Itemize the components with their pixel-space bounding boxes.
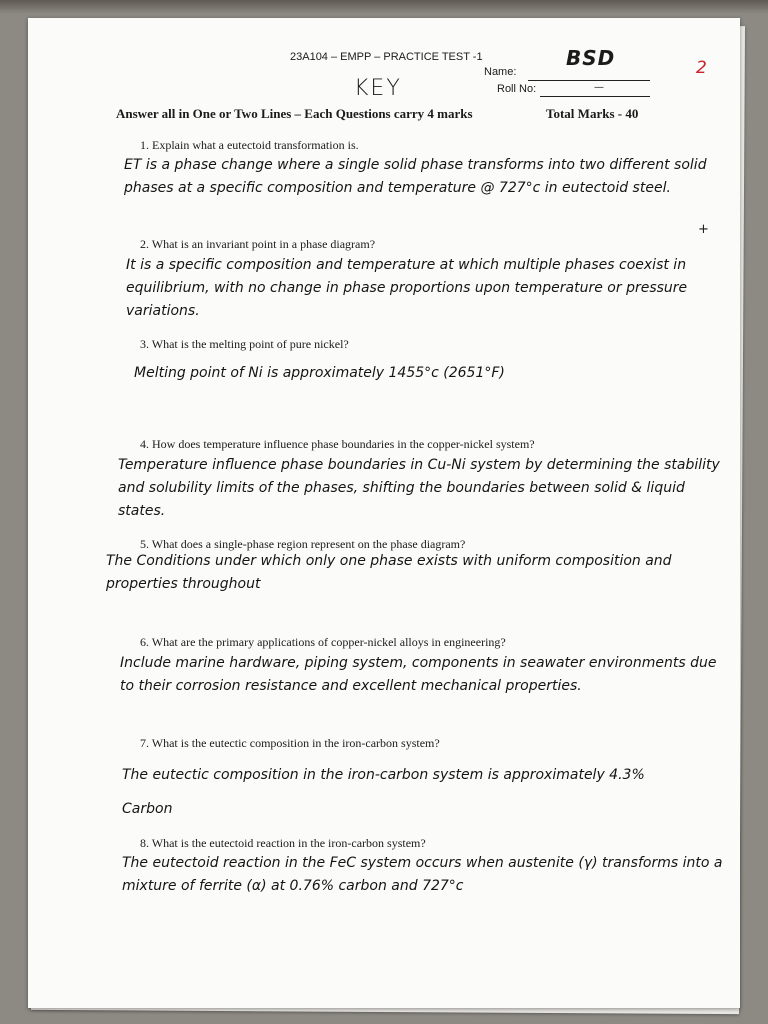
name-value: BSD xyxy=(566,46,616,70)
instructions: Answer all in One or Two Lines – Each Questions carry 4 marks xyxy=(116,106,473,121)
roll-no-label: Roll No: xyxy=(497,83,537,95)
answer-8: The eutectoid reaction in the FeC system occurs when austenite (γ) transforms into a mixture of ferrite (α) at 0.76% carbon and 727°c xyxy=(122,855,723,894)
question-7: 7. What is the eutectic composition in the iron-carbon system? xyxy=(140,736,440,750)
answer-5: The Conditions under which only one phase exists with uniform composition and properties throughout xyxy=(106,553,672,592)
question-8: 8. What is the eutectoid reaction in the iron-carbon system? xyxy=(140,836,426,850)
name-label: Name: xyxy=(484,66,517,78)
total-marks: Total Marks - 40 xyxy=(546,106,639,121)
question-5: 5. What does a single-phase region represent on the phase diagram? xyxy=(140,537,466,551)
roll-no-line xyxy=(540,96,650,97)
question-3: 3. What is the melting point of pure nickel? xyxy=(140,337,349,351)
question-2: 2. What is an invariant point in a phase diagram? xyxy=(140,237,376,251)
answer-6: Include marine hardware, piping system, components in seawater environments due to their corrosion resistance and excellent mechanical properties. xyxy=(120,655,717,694)
answer-1: ET is a phase change where a single solid phase transforms into two different solid phases at a specific composition and temperature @ 727°c in eutectoid steel. xyxy=(124,157,707,196)
roll-no-value: — xyxy=(594,82,604,93)
mark-symbol: + xyxy=(698,222,709,237)
desk-background xyxy=(0,0,768,14)
name-line xyxy=(528,80,650,81)
answer-4: Temperature influence phase boundaries in Cu-Ni system by determining the stability and solubility limits of the phases, shifting the boundaries between solid & liquid states. xyxy=(118,457,720,519)
answer-3: Melting point of Ni is approximately 1455°c (2651°F) xyxy=(134,365,505,381)
marks-awarded: 2 xyxy=(696,58,707,78)
course-title: 23A104 – EMPP – PRACTICE TEST -1 xyxy=(290,51,483,63)
answer-2: It is a specific composition and temperature at which multiple phases coexist in equilibrium, with no change in phase proportions upon temperature or pressure variations. xyxy=(126,257,688,319)
answer-7: The eutectic composition in the iron-carbon system is approximately 4.3% Carbon xyxy=(122,767,645,817)
question-4: 4. How does temperature influence phase boundaries in the copper-nickel system? xyxy=(140,437,535,451)
question-6: 6. What are the primary applications of copper-nickel alloys in engineering? xyxy=(140,635,506,649)
answer-sheet xyxy=(28,18,740,1008)
key-heading: KEY xyxy=(354,76,402,101)
question-1: 1. Explain what a eutectoid transformation is. xyxy=(140,138,359,152)
